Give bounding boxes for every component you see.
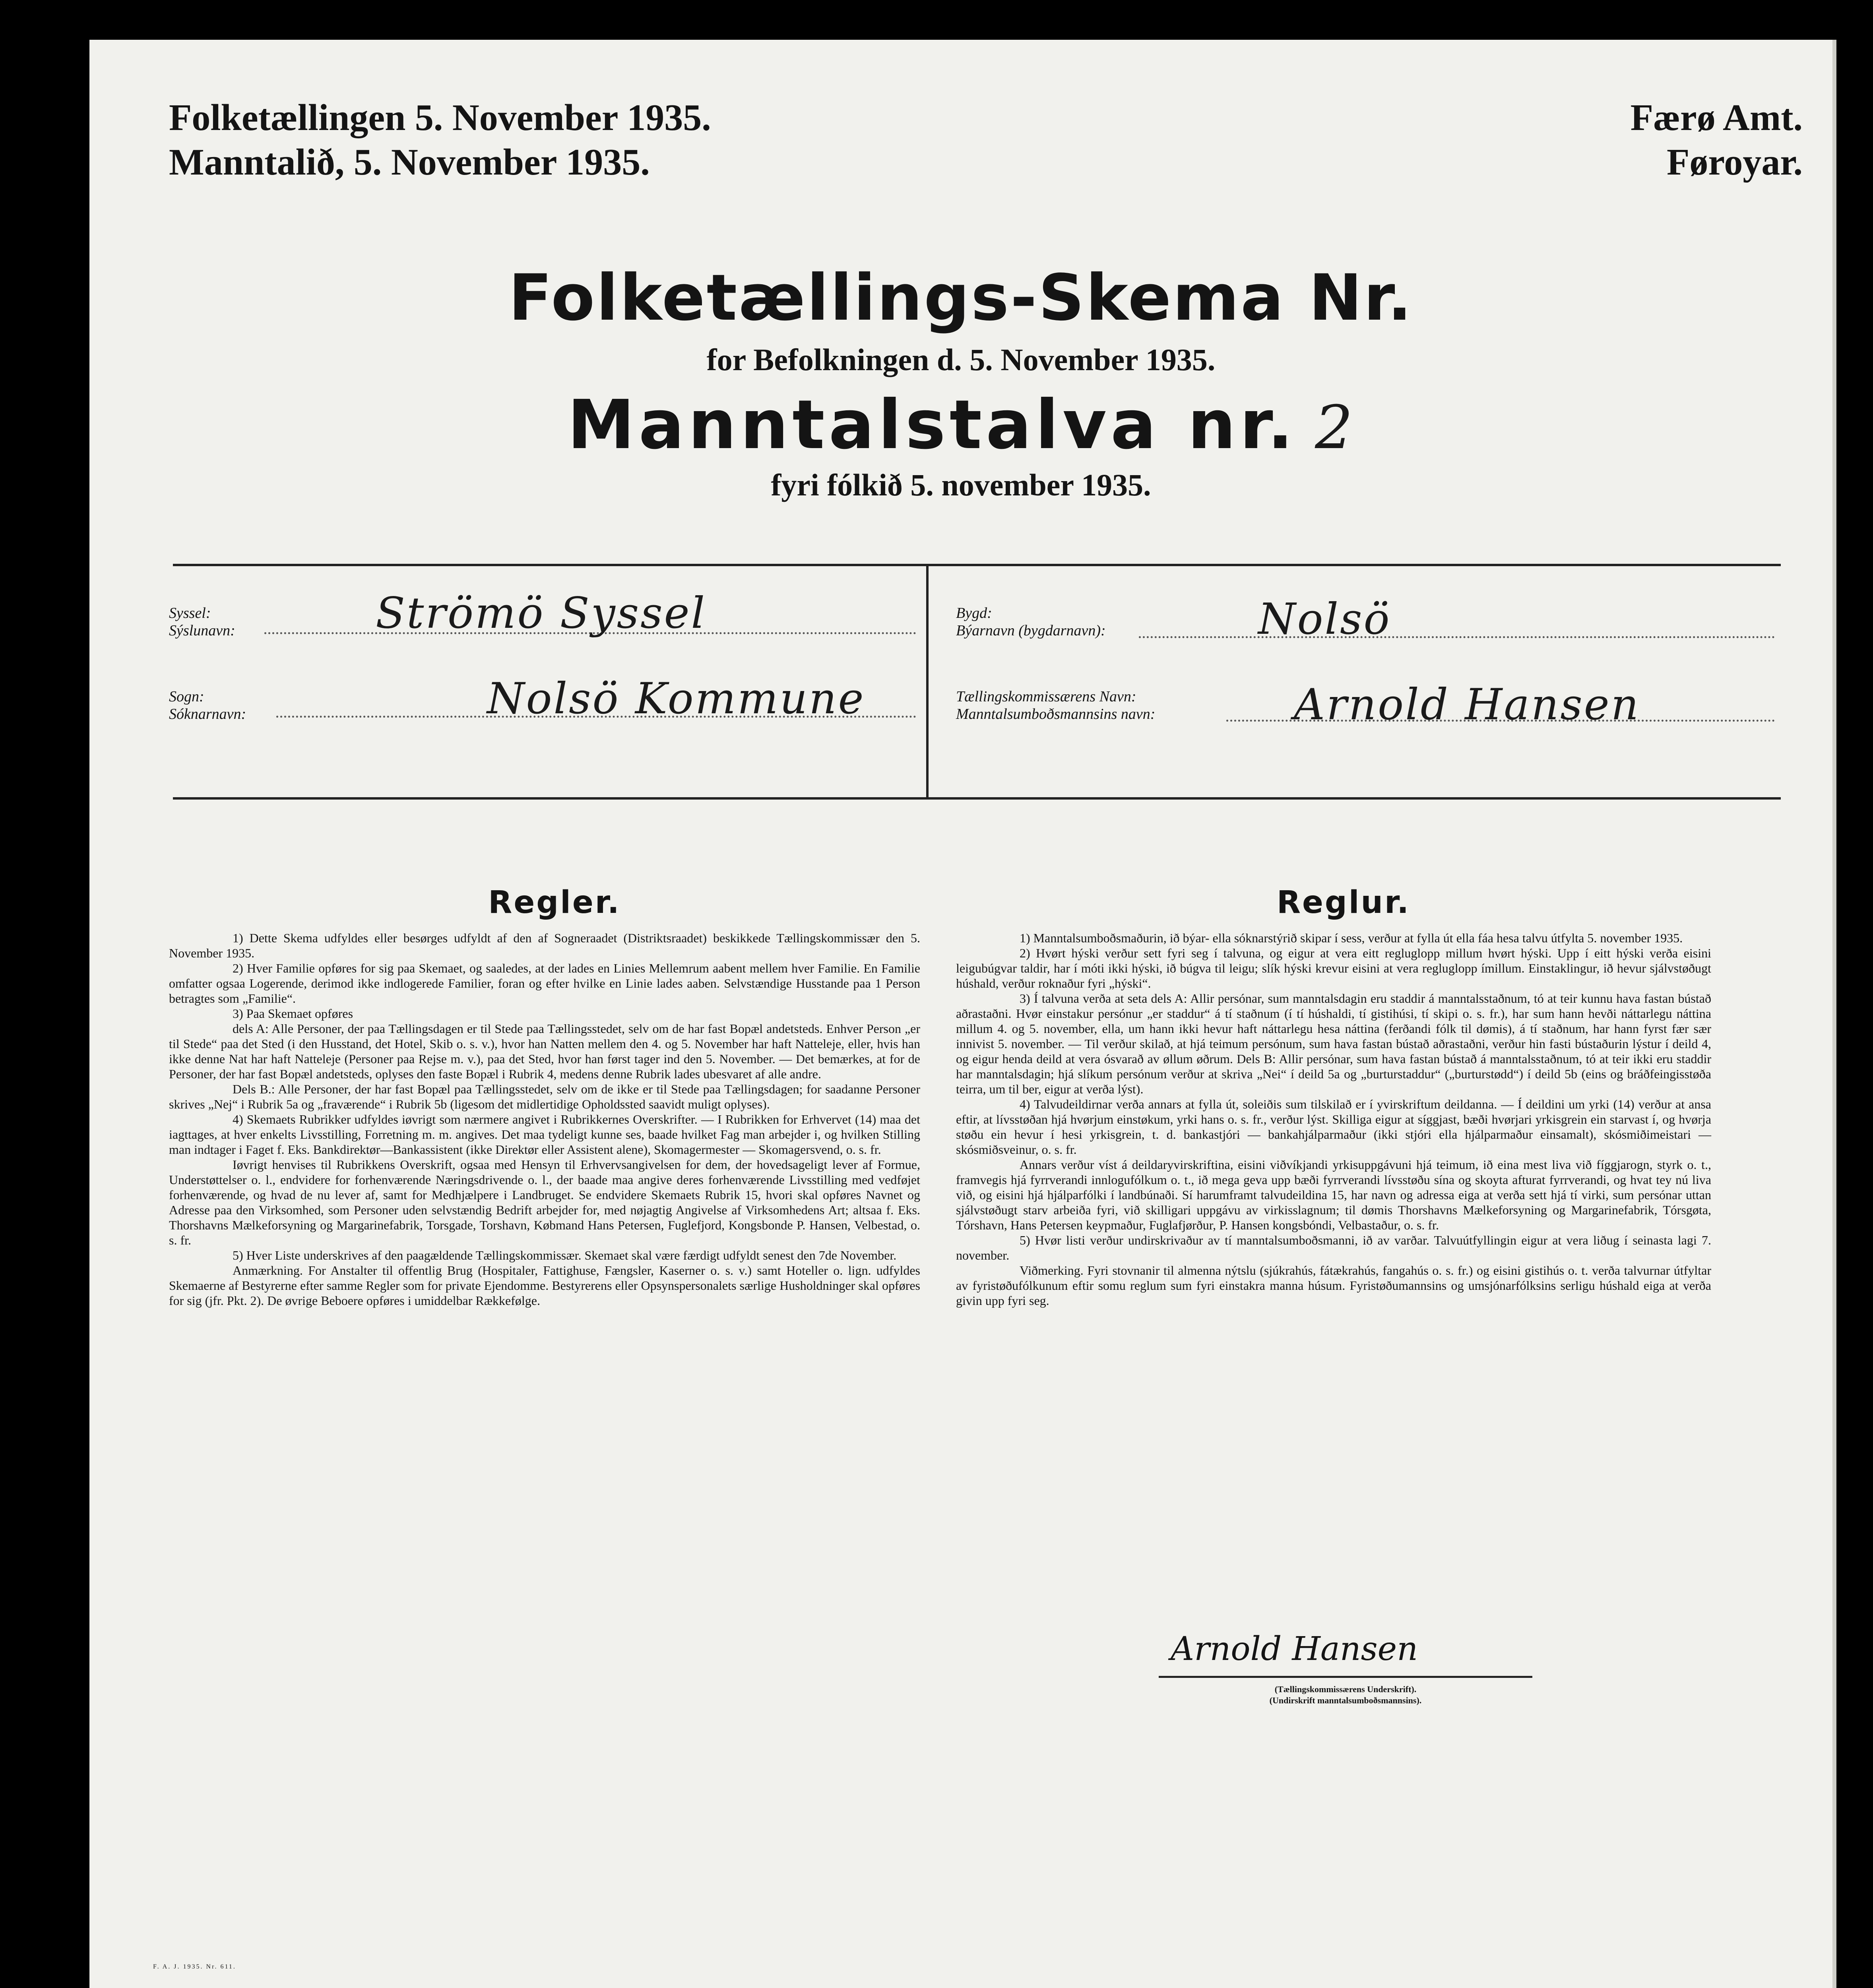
faroese-rule-4: 4) Talvudeildirnar verða annars at fylla út, soleiðis sum tilskilað er í yvirskriftum deildanna. — Í deildini um yrki (14) verður at ansa eftir, at lívsstøðan hjá hvørjum einstøkum, yrki hans o. s. fr., verður lýst. Skilliga eigur at síggjast, bæði hvørjari yrkisgrein ein starvast í, og hvørja støðu ein hevur í hesi yrkisgrein, t. d. bankastjóri — bankahjálparmaður (ikki stjóri ella hjálparmaður einsamalt), skósmiðimeistari — skósmiðsveinur, o. s. fr. — [956, 1097, 1711, 1157]
danish-rule-4b: Iøvrigt henvises til Rubrikkens Overskrift, ogsaa med Hensyn til Erhvervsangivelsen for dem, der hovedsageligt lever af Formue, Understøttelser o. l., endvidere for forhenværende Næringsdrivende o. l., der baade maa angive deres forhenværende Livsstilling med vedføjet forhenværende, og hvad de nu lever af, samt for Medhjælpere i Landbruget. Se endvidere Skemaets Rubrik 15, hvori skal opføres Navnet og Adresse paa den Virksomhed, som Personer uden selvstændig Bedrift arbejder for, med nøjagtig Angivelse af Virksomhedens Art; altsaa f. Eks. Thorshavns Mælkeforsyning og Margarinefabrik, Torsgade, Torshavn, Købmand Hans Petersen, Fuglefjord, Kongsbonde P. Hansen, Velbestad, o. s. fr. — [169, 1157, 920, 1247]
danish-rule-3b: Dels B.: Alle Personer, der har fast Bopæl paa Tællingsstedet, selv om de ikke er til Stede paa Tællingsdagen; for saadanne Personer skrives „Nej“ i Rubrik 5a og „fraværende“ i Rubrik 5b (ligesom det midlertidige Opholdssted saavidt muligt oplyses). — [169, 1082, 920, 1111]
form-number-handwritten: 2 — [1315, 393, 1355, 462]
header-right-line1: Færø Amt. — [1630, 97, 1803, 138]
faroese-rule-4b: Annars verður víst á deildaryvirskriftina, eisini viðvíkjandi yrkisuppgávuni hjá teimum, ið eina mest liva við fíggjarogn, styrk o. t., framvegis hjá fyrrverandi innlogufólkum o. t., ið mega geva upp bæði fyrrverandi lívsstøðu sína og skoyta afturat fyrrverandi, og hvat tey nú liva við, og eisini hjá hjálparfólki í landbúnaði. Sí harumframt talvudeildina 15, har navn og adressa eiga at verða sett hjá tí virki, sum persónar uttan sjálvstøðugt starv arbeiða fyri, við skilligari uppgávu av virkisslagnum; til dømis Thorshavns Mælkeforsyning og Margarinefabrik, Tórsgøta, Tórshavn, Hans Petersen keypmaður, Fuglafjørður, P. Hansen kongsbóndi, Velbastaður, o. s. fr. — [956, 1157, 1711, 1232]
top-rule — [173, 564, 1781, 566]
center-divider — [926, 564, 929, 798]
faroese-rule-1: 1) Manntalsumboðsmaðurin, ið býar- ella sóknarstýrið skipar í sess, verður at fylla út ella fáa hesa talvu útfylta 5. november 1935. — [1020, 931, 1683, 945]
kommissaer-value: Arnold Hansen — [1294, 680, 1640, 730]
bottom-rule — [173, 797, 1781, 800]
danish-rules-heading: Regler. — [488, 885, 621, 920]
danish-rule-3: 3) Paa Skemaet opføres — [233, 1006, 353, 1021]
danish-rules-text — [169, 930, 920, 1308]
print-code: F. A. J. 1935. Nr. 611. — [153, 1963, 236, 1970]
danish-note: Anmærkning. For Anstalter til offentlig Brug (Hospitaler, Fattighuse, Fængsler, Kaserner o. s. v.) samt Hoteller o. lign. udfyldes Skemaerne af Bestyrerne efter samme Regler som for private Ejendomme. Bestyrerens eller Opsynspersonalets særlige Husholdninger skal opføres for sig (jfr. Pkt. 2). De øvrige Beboere opføres i umiddelbar Rækkefølge. — [169, 1263, 920, 1308]
signature-caption: (Tællingskommissærens Underskrift). (Undirskrift manntalsumboðsmannsins). — [1269, 1684, 1422, 1705]
danish-rule-2: 2) Hver Familie opføres for sig paa Skemaet, og saaledes, at der lades en Linies Mellemrum aabent mellem hver Familie. En Familie omfatter ogsaa Logerende, derimod ikke indlogerede Familier, foran og efter hvilke en Linie lades aaben. Selvstændige Husstande paa 1 Person betragtes som „Familie“. — [169, 961, 920, 1006]
faroese-rule-3: 3) Í talvuna verða at seta dels A: Allir persónar, sum manntalsdagin eru staddir á manntalsstaðnum, tó at teir kunnu hava fastan bústað aðrastaðni. Hvør einstakur persónur „er staddur“ á tí staðnum (í tí húshaldi, tí gistihúsi, tí skipi o. s. fr.), har sum hann hevði náttarlegu náttina millum 4. og 5. november, ella, um hann ikki hevur haft náttarlegu hesa náttina (ferðandi fólk til dømis), á tí staðnum, har hann fyrst fær sær innivist 5. november. — Til verður skilað, at hjá teimum persónum, sum hava fastan bústað aðrastaðni, verður hin fasti bústaðurin lýstur í deild 4, og eigur henda deild at vera ósvarað av øllum øðrum. Dels B: Allir persónar, sum hava fastan bústað á manntalsstaðnum, tó at teir ikki eru staddir har manntalsdagin; hjá slíkum persónum verður at skriva „Nei“ í deild 5a og „burturstaddur“ („burturstødd“) í deild 5b (eins og bráðfeingisstøða teirra, um til ber, eigur at verða lýst). — [956, 991, 1711, 1096]
sogn-value: Nolsö Kommune — [487, 674, 865, 724]
faroese-rules-text — [956, 930, 1711, 1308]
signature-handwritten: Arnold Hansen — [1171, 1630, 1418, 1668]
header-left-line2: Manntalið, 5. November 1935. — [169, 142, 650, 183]
faroese-rule-5: 5) Hvør listi verður undirskrivaður av tí manntalsumboðsmanni, ið av varðar. Talvuútfyllingin eigur at vera liðug í seinasta lagi 7. november. — [956, 1233, 1711, 1262]
sogn-label: Sogn: Sóknarnavn: — [169, 688, 246, 722]
form-subtitle-danish: for Befolkningen d. 5. November 1935. — [706, 342, 1216, 377]
bygd-label: Bygd: Býarnavn (bygdarnavn): — [956, 605, 1106, 639]
faroese-note: Viðmerking. Fyri stovnanir til almenna nýtslu (sjúkrahús, fátækrahús, fangahús o. s. fr.) og eisini gistihús o. t. verða talvurnar útfyltar av fyristøðufólkunum eftir somu reglum sum fyri einstakra manna húsum. Fyristøðumannsins og umsjónarfólksins serligu húshald eiga at verða givin upp fyri seg. — [956, 1263, 1711, 1308]
kommissaer-label: Tællingskommissærens Navn: Manntalsumboðsmannsins navn: — [956, 688, 1156, 722]
danish-rule-4: 4) Skemaets Rubrikker udfyldes iøvrigt som nærmere angivet i Rubrikkernes Overskrifter. — I Rubrikken for Erhvervet (14) maa det iagttages, at hver enkelts Livsstilling, Forretning m. m. angives. Det maa tydeligt kunne ses, baade hvilket Fag man arbejder i, og hvilken Stilling man indtager i Faget f. Eks. Bankdirektør—Bankassistent (ikke Direktør eller Assistent alene), Skomagermester — Skomagersvend, o. s. fr. — [169, 1112, 920, 1157]
danish-rule-1: 1) Dette Skema udfyldes eller besørges udfyldt af den af Sogneraadet (Distriktsraadet) beskikkede Tællingskommissær den 5. November 1935. — [169, 931, 920, 960]
form-title: Folketællings-Skema Nr. — [508, 260, 1413, 335]
header-left-line1: Folketællingen 5. November 1935. — [169, 97, 711, 138]
form-subtitle-faroese: fyri fólkið 5. november 1935. — [771, 468, 1151, 502]
faroese-title-row — [89, 386, 1832, 464]
syssel-label: Syssel: Sýslunavn: — [169, 605, 235, 639]
syssel-value: Strömö Syssel — [376, 588, 707, 638]
header-right — [1631, 95, 1803, 184]
bygd-value: Nolsö — [1258, 594, 1391, 644]
bygd-dotted-line — [1139, 636, 1775, 638]
faroese-rules-heading: Reglur. — [1276, 885, 1411, 920]
danish-rule-3a: dels A: Alle Personer, der paa Tællingsdagen er til Stede paa Tællingsstedet, selv om de har fast Bopæl andetsteds. Enhver Person „er til Stede“ paa det Sted (i den Husstand, det Hotel, Skib o. s. v.), hvor han Natten mellem den 4. og 5. November har haft Natteleje, eller, hvis han ikke denne Nat har haft Natteleje (Personer paa Rejse m. v.), paa det Sted, hvor han først tager ind den 5. November. — Det bemærkes, at for de Personer, der har fast Bopæl andetsteds, oplyses den faste Bopæl i Rubrik 4, medens denne Rubrik lades ubesvaret af alle andre. — [169, 1021, 920, 1081]
faroese-rule-2: 2) Hvørt hýski verður sett fyri seg í talvuna, og eigur at vera eitt regluglopp millum hvørt hýski. Upp í eitt hýski verða eisini leigubúgvar taldir, har í móti ikki hýski, ið búgva til leigu; slík hýski krevur eisini at vera regluglopp ímillum. Einstaklingur, ið hevur sjálvstøðugt húshald, verður roknaður fyri „hýski“. — [956, 946, 1711, 990]
header-left — [169, 95, 711, 184]
census-form-sheet — [89, 40, 1836, 1988]
danish-rule-5: 5) Hver Liste underskrives af den paagældende Tællingskommissær. Skemaet skal være færdigt udfyldt senest den 7de November. — [233, 1248, 897, 1262]
signature-line — [1159, 1676, 1532, 1678]
header-right-line2: Føroyar. — [1666, 142, 1803, 183]
faroese-title: Manntalstalva nr. — [567, 386, 1297, 464]
